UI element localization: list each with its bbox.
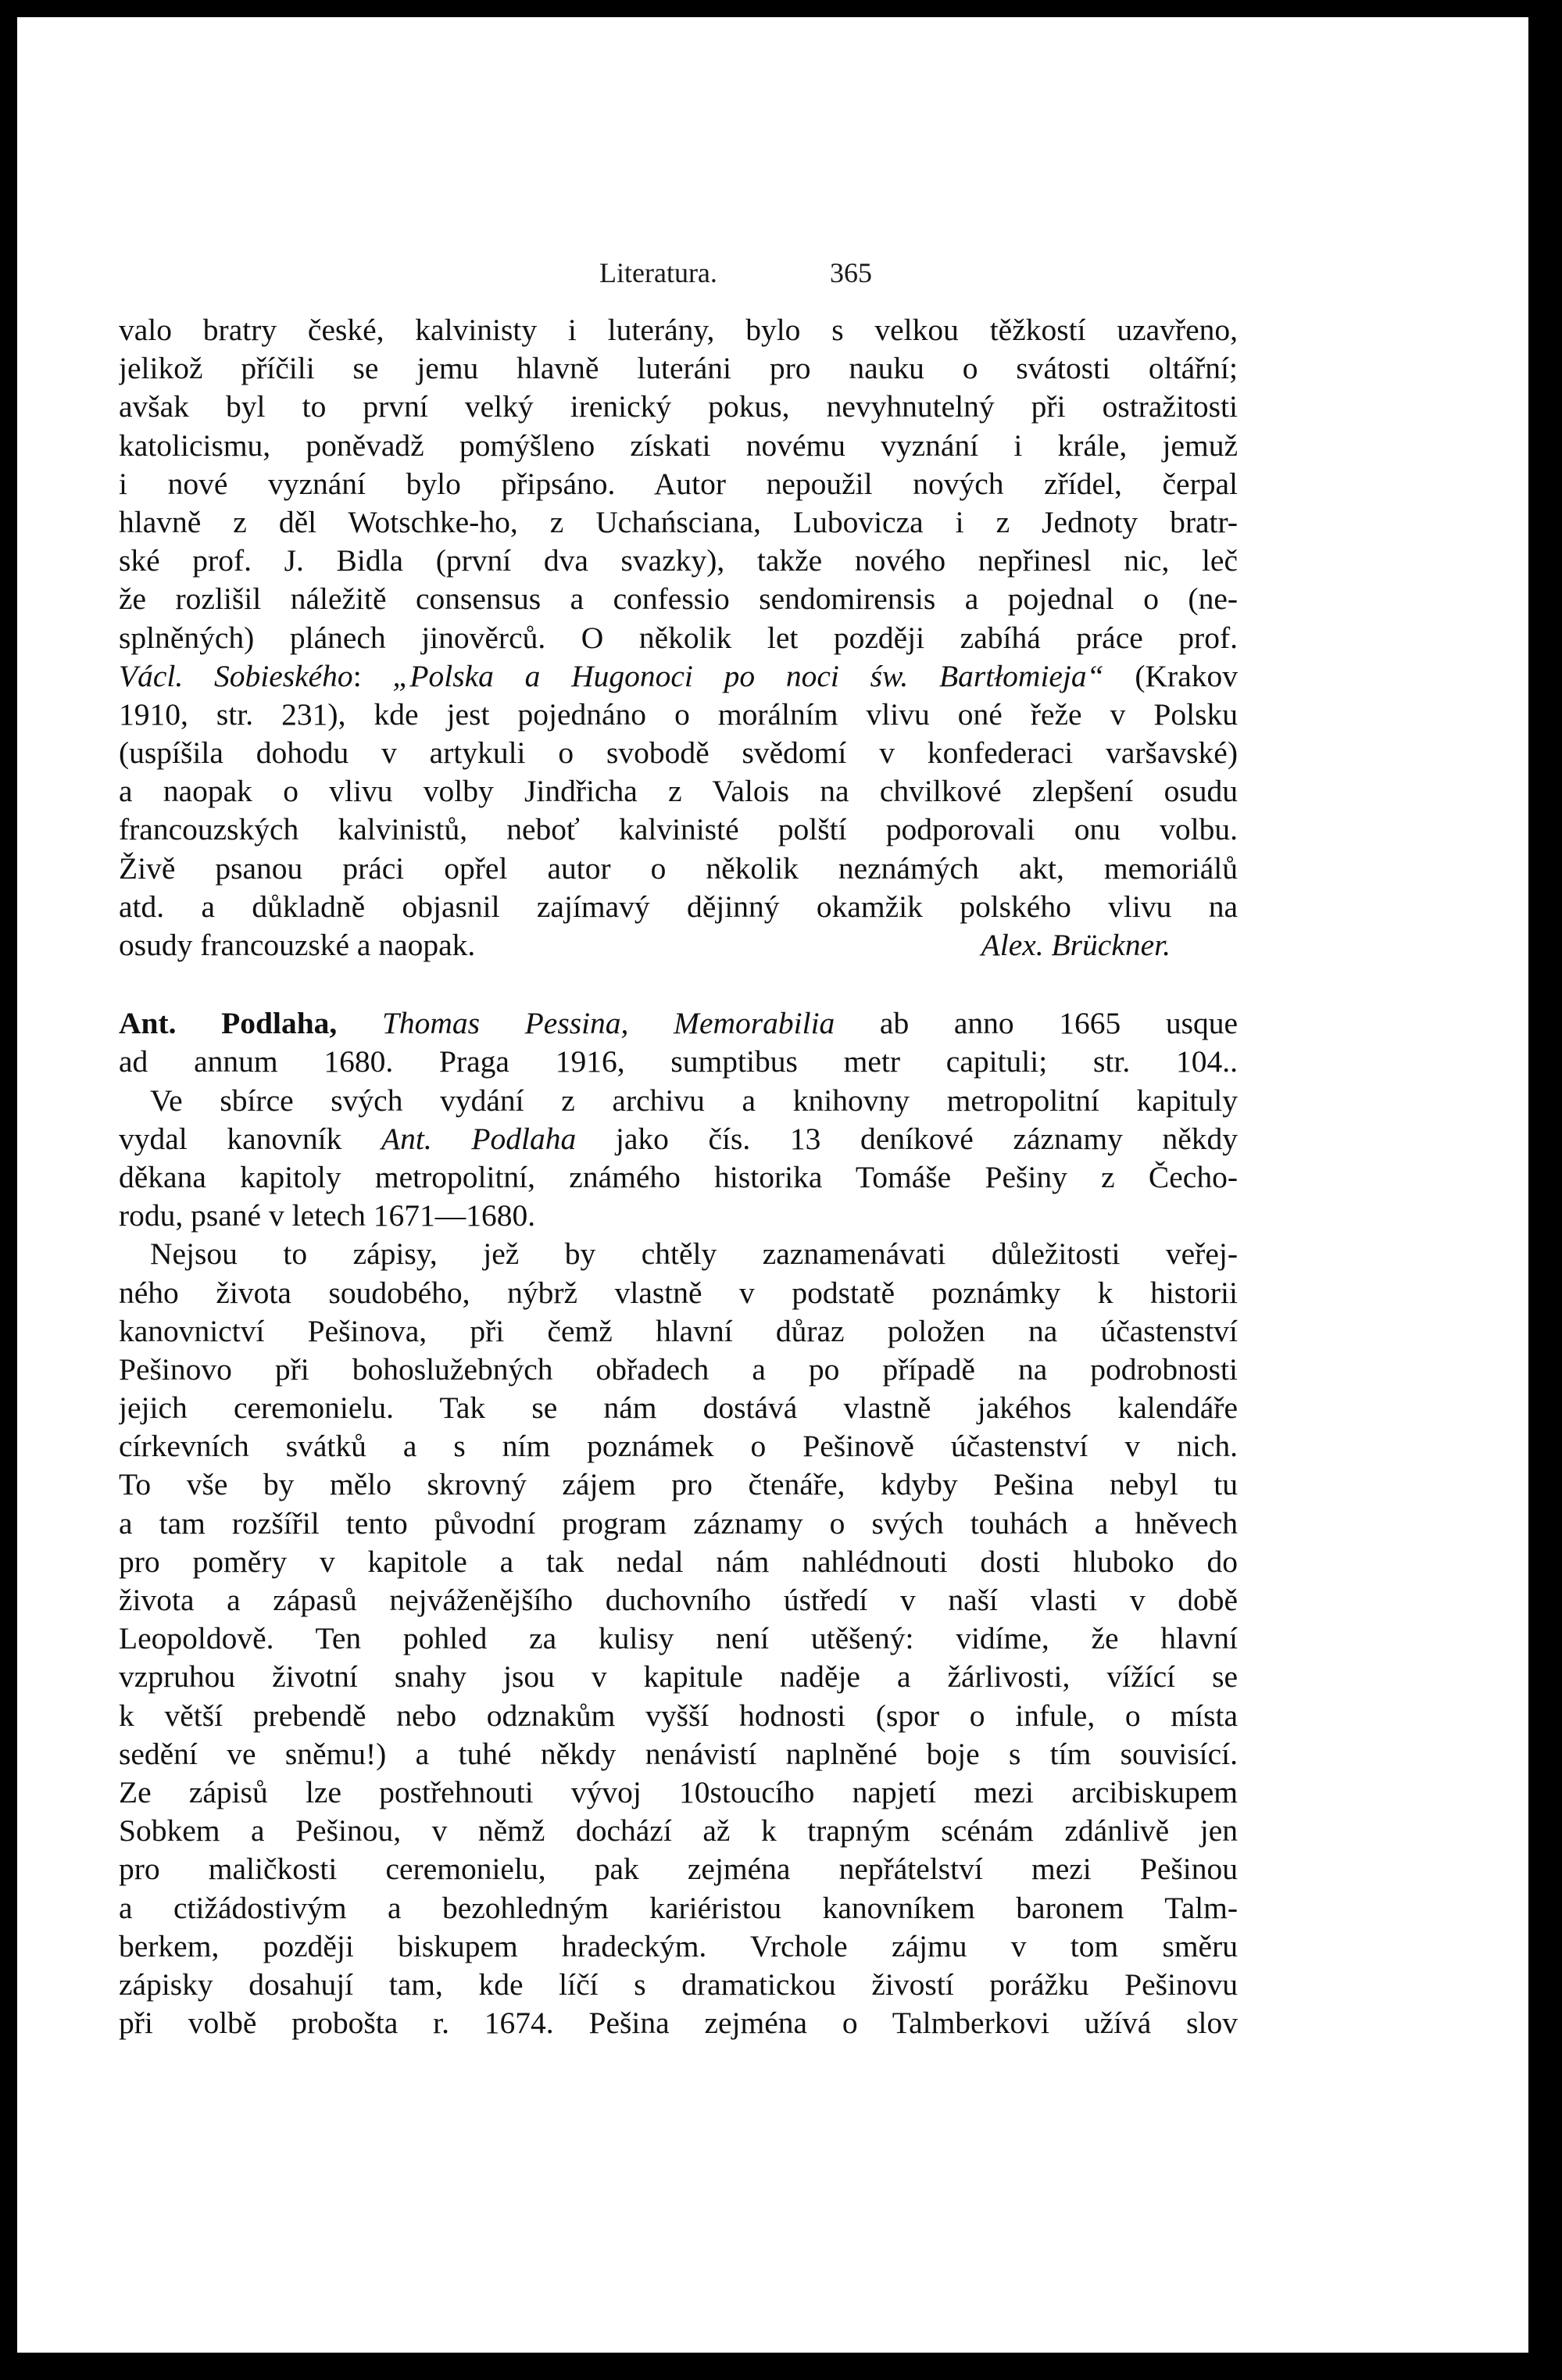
text-line: jelikož příčili se jemu hlavně luteráni pro nauku o svátosti oltářní; xyxy=(119,351,1238,386)
review-heading xyxy=(119,1004,1238,1043)
reviewer-signature: Alex. Brückner. xyxy=(981,928,1171,962)
text-line-citation xyxy=(119,657,1238,696)
text-line: jejich ceremonielu. Tak se nám dostává vlastně jakéhos kalendáře xyxy=(119,1390,1238,1426)
text-line: děkana kapitoly metropolitní, známého historika Tomáše Pešiny z Čecho- xyxy=(119,1159,1238,1194)
text-line xyxy=(119,1120,1238,1158)
text-line: Živě psanou práci opřel autor o několik neznámých akt, memoriálů xyxy=(119,850,1238,886)
text-line: hlavně z děl Wotschke-ho, z Uchańsciana, Lubovicza i z Jednoty bratr- xyxy=(119,504,1238,539)
text-line: (uspíšila dohodu v artykuli o svobodě svědomí v konfederaci varšavské) xyxy=(119,735,1238,771)
text-line: pro maličkosti ceremonielu, pak zejména nepřátelství mezi Pešinou xyxy=(119,1852,1238,1887)
text-line: rodu, psané v letech 1671—1680. xyxy=(119,1198,536,1233)
text-line: atd. a důkladně objasnil zajímavý dějinný okamžik polského vlivu na xyxy=(119,889,1238,924)
text-line: a ctižádostivým a bezohledným kariéristou kanovníkem baronem Talm- xyxy=(119,1890,1238,1925)
text-line: zápisky dosahují tam, kde líčí s dramatickou živostí porážku Pešinovu xyxy=(119,1967,1238,2002)
heading-rest: ab anno 1665 usque xyxy=(835,1006,1238,1041)
text-line: a tam rozšířil tento původní program záznamy o svých touhách a hněvech xyxy=(119,1505,1238,1541)
text-line: církevních svátků a s ním poznámek o Pešinově účastenství v nich. xyxy=(119,1429,1238,1464)
text-line: a naopak o vlivu volby Jindřicha z Valois na chvilkové zlepšení osudu xyxy=(119,774,1238,809)
text-line: sedění ve sněmu!) a tuhé někdy nenávistí naplněné boje s tím souvisící. xyxy=(119,1736,1238,1771)
text-line: ské prof. J. Bidla (první dva svazky), takže nového nepřinesl nic, leč xyxy=(119,543,1238,578)
cited-author: Václ. Sobieského xyxy=(119,658,353,693)
citation-separator: : xyxy=(352,658,393,693)
review-signature-line xyxy=(119,926,1238,965)
text-line: že rozlišil náležitě consensus a confessio sendomirensis a pojednal o (ne- xyxy=(119,582,1238,617)
text-line: Sobkem a Pešinou, v němž dochází až k trapným scénám zdánlivě jen xyxy=(119,1813,1238,1849)
text-line-indent: Nejsou to zápisy, jež by chtěly zaznamenávati důležitosti veřej- xyxy=(150,1237,1238,1272)
text-line: vzpruhou životní snahy jsou v kapitule naděje a žárlivosti, vížící se xyxy=(119,1659,1238,1695)
text-line: splněných) plánech jinověrců. O několik let později zabíhá práce prof. xyxy=(119,620,1238,655)
body-text xyxy=(119,311,1238,2042)
text-line: Leopoldově. Ten pohled za kulisy není utěšený: vidíme, že hlavní xyxy=(119,1621,1238,1656)
text-line: ného života soudobého, nýbrž vlastně v podstatě poznámky k historii xyxy=(119,1275,1238,1310)
text-line: života a zápasů nejváženějšího duchovního ústředí v naší vlasti v době xyxy=(119,1583,1238,1617)
text-line: pro poměry v kapitole a tak nedal nám nahlédnouti dosti hluboko do xyxy=(119,1544,1238,1579)
text-line-end: osudy francouzské a naopak. xyxy=(119,928,476,962)
text-fragment: jako čís. 13 deníkové záznamy někdy xyxy=(576,1121,1238,1156)
text-line: berkem, později biskupem hradeckým. Vrchole zájmu v tom směru xyxy=(119,1928,1238,1963)
section-gap xyxy=(119,965,1238,1004)
page-number: 365 xyxy=(830,257,872,288)
text-line: ad annum 1680. Praga 1916, sumptibus metr capituli; str. 104.. xyxy=(119,1044,1238,1079)
reviewed-author: Ant. Podlaha, xyxy=(119,1006,338,1041)
text-line: francouzských kalvinistů, neboť kalvinisté polští podporovali onu volbu. xyxy=(119,812,1238,847)
text-line-indent: Ve sbírce svých vydání z archivu a knihovny metropolitní kapituly xyxy=(150,1083,1238,1118)
text-fragment: vydal kanovník xyxy=(119,1121,382,1156)
text-line: k větší prebendě nebo odznakům vyšší hodnosti (spor o infule, o místa xyxy=(119,1698,1238,1733)
running-title: Literatura. xyxy=(599,257,717,288)
text-line: katolicismu, poněvadž pomýšleno získati novému vyznání i krále, jemuž xyxy=(119,428,1238,463)
text-line: Pešinovo při bohoslužebných obřadech a po případě na podrobnosti xyxy=(119,1351,1238,1387)
text-line: kanovnictví Pešinova, při čemž hlavní důraz položen na účastenství xyxy=(119,1313,1238,1348)
reviewed-title: Thomas Pessina, Memorabilia xyxy=(381,1006,835,1041)
page-header xyxy=(17,252,1528,291)
cited-work-title: „Polska a Hugonoci po noci św. Bartłomieja“ xyxy=(392,658,1104,693)
text-line: 1910, str. 231), kde jest pojednáno o morálním vlivu oné řeže v Polsku xyxy=(119,696,1238,732)
text-line: při volbě probošta r. 1674. Pešina zejména o Talmberkovi užívá slov xyxy=(119,2006,1238,2041)
text-line: Ze zápisů lze postřehnouti vývoj 10stoucího napjetí mezi arcibiskupem xyxy=(119,1774,1238,1809)
text-line: i nové vyznání bylo připsáno. Autor nepoužil nových zřídel, čerpal xyxy=(119,466,1238,501)
citation-rest: (Krakov xyxy=(1103,658,1238,693)
text-line: To vše by mělo skrovný zájem pro čtenáře, kdyby Pešina nebyl tu xyxy=(119,1467,1238,1502)
editor-name: Ant. Podlaha xyxy=(381,1121,577,1156)
text-line: valo bratry české, kalvinisty i luterány, bylo s velkou těžkostí uzavřeno, xyxy=(119,313,1238,347)
text-line: avšak byl to první velký irenický pokus, nevyhnutelný při ostražitosti xyxy=(119,389,1238,424)
